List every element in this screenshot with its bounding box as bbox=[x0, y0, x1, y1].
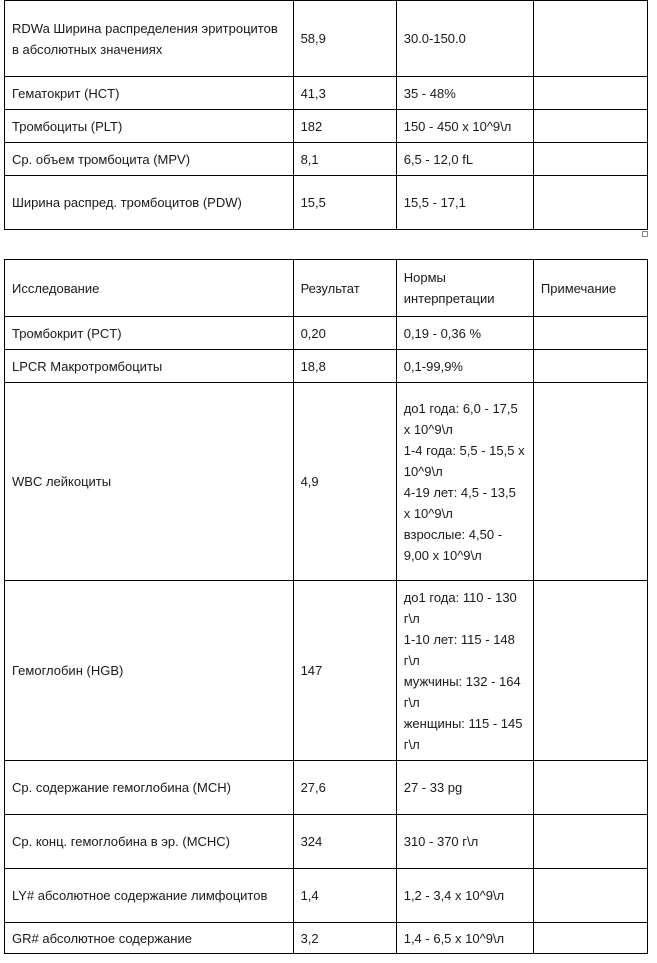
table-header-row bbox=[5, 260, 648, 317]
norm-cell bbox=[396, 383, 533, 581]
table-row bbox=[5, 815, 648, 869]
norm-line: 150 - 450 х 10^9\л bbox=[403, 118, 512, 134]
study-cell: Ср. объем тромбоцита (MPV) bbox=[5, 143, 294, 176]
norm-cell bbox=[396, 1, 533, 77]
note-cell bbox=[533, 317, 647, 350]
note-cell bbox=[533, 350, 647, 383]
norm-cell bbox=[396, 581, 533, 761]
norm-cell bbox=[396, 350, 533, 383]
norm-cell bbox=[396, 761, 533, 815]
table-row bbox=[5, 383, 648, 581]
norm-line: 27 - 33 pg bbox=[403, 780, 463, 795]
result-cell: 58,9 bbox=[293, 1, 396, 77]
norm-line: женщины: 115 - 145 г\л bbox=[403, 715, 523, 752]
study-cell: LY# абсолютное содержание лимфоцитов bbox=[5, 869, 294, 923]
header-note: Примечание bbox=[533, 260, 647, 317]
table-row bbox=[5, 317, 648, 350]
header-norm: Нормы интерпретации bbox=[396, 260, 533, 317]
table-row bbox=[5, 143, 648, 176]
norm-line: 1,2 - 3,4 х 10^9\л bbox=[403, 888, 505, 903]
norm-cell bbox=[396, 815, 533, 869]
norm-line: 15,5 - 17,1 bbox=[403, 195, 466, 210]
norm-line: 0,1-99,9% bbox=[403, 358, 463, 374]
result-cell: 324 bbox=[293, 815, 396, 869]
result-cell: 27,6 bbox=[293, 761, 396, 815]
norm-line: 6,5 - 12,0 fL bbox=[403, 151, 474, 167]
norm-line: до1 года: 6,0 - 17,5 х 10^9\л bbox=[403, 400, 518, 437]
norm-cell bbox=[396, 77, 533, 110]
result-cell: 1,4 bbox=[293, 869, 396, 923]
result-cell: 3,2 bbox=[293, 923, 396, 954]
table-row bbox=[5, 923, 648, 954]
norm-cell bbox=[396, 176, 533, 230]
study-cell: Ср. содержание гемоглобина (MCH) bbox=[5, 761, 294, 815]
note-cell bbox=[533, 869, 647, 923]
table-row bbox=[5, 761, 648, 815]
study-cell: Тромбокрит (PCT) bbox=[5, 317, 294, 350]
study-cell: Ср. конц. гемоглобина в эр. (MCHC) bbox=[5, 815, 294, 869]
result-cell: 41,3 bbox=[293, 77, 396, 110]
result-cell: 15,5 bbox=[293, 176, 396, 230]
note-cell bbox=[533, 761, 647, 815]
table-row bbox=[5, 1, 648, 77]
result-cell: 182 bbox=[293, 110, 396, 143]
norm-cell bbox=[396, 869, 533, 923]
norm-line: 310 - 370 г\л bbox=[403, 834, 479, 849]
table-row bbox=[5, 869, 648, 923]
table-resize-handle[interactable] bbox=[642, 231, 648, 237]
table-row bbox=[5, 581, 648, 761]
note-cell bbox=[533, 581, 647, 761]
norm-line: 0,19 - 0,36 % bbox=[403, 325, 482, 341]
norm-line: 1-4 года: 5,5 - 15,5 х 10^9\л bbox=[403, 442, 525, 479]
study-cell: Гематокрит (HCT) bbox=[5, 77, 294, 110]
table-row bbox=[5, 176, 648, 230]
note-cell bbox=[533, 923, 647, 954]
study-cell: Гемоглобин (HGB) bbox=[5, 581, 294, 761]
norm-cell bbox=[396, 317, 533, 350]
result-cell: 147 bbox=[293, 581, 396, 761]
study-cell: Ширина распред. тромбоцитов (PDW) bbox=[5, 176, 294, 230]
result-cell: 8,1 bbox=[293, 143, 396, 176]
note-cell bbox=[533, 383, 647, 581]
norm-line: до1 года: 110 - 130 г\л bbox=[403, 589, 517, 626]
study-cell: LPCR Макротромбоциты bbox=[5, 350, 294, 383]
header-study: Исследование bbox=[5, 260, 294, 317]
norm-line: 1-10 лет: 115 - 148 г\л bbox=[403, 631, 515, 668]
norm-line: мужчины: 132 - 164 г\л bbox=[403, 673, 521, 710]
note-cell bbox=[533, 77, 647, 110]
norm-cell bbox=[396, 923, 533, 954]
note-cell bbox=[533, 815, 647, 869]
note-cell bbox=[533, 1, 647, 77]
note-cell bbox=[533, 176, 647, 230]
result-cell: 4,9 bbox=[293, 383, 396, 581]
table-row bbox=[5, 350, 648, 383]
study-cell: WBC лейкоциты bbox=[5, 383, 294, 581]
result-cell: 18,8 bbox=[293, 350, 396, 383]
norm-line: взрослые: 4,50 - 9,00 х 10^9\л bbox=[403, 526, 503, 563]
note-cell bbox=[533, 110, 647, 143]
norm-line: 1,4 - 6,5 х 10^9\л bbox=[403, 930, 505, 946]
norm-cell bbox=[396, 143, 533, 176]
results-table-continued bbox=[4, 0, 648, 230]
norm-line: 30.0-150.0 bbox=[403, 31, 466, 46]
norm-line: 35 - 48% bbox=[403, 85, 456, 101]
note-cell bbox=[533, 143, 647, 176]
study-cell: Тромбоциты (PLT) bbox=[5, 110, 294, 143]
table-row bbox=[5, 77, 648, 110]
norm-line: 4-19 лет: 4,5 - 13,5 х 10^9\л bbox=[403, 484, 516, 521]
result-cell: 0,20 bbox=[293, 317, 396, 350]
header-result: Результат bbox=[293, 260, 396, 317]
study-cell: GR# абсолютное содержание bbox=[5, 923, 294, 954]
norm-cell bbox=[396, 110, 533, 143]
table-row bbox=[5, 110, 648, 143]
study-cell: RDWa Ширина распределения эритроцитов в абсолютных значениях bbox=[5, 1, 294, 77]
results-table bbox=[4, 259, 648, 954]
